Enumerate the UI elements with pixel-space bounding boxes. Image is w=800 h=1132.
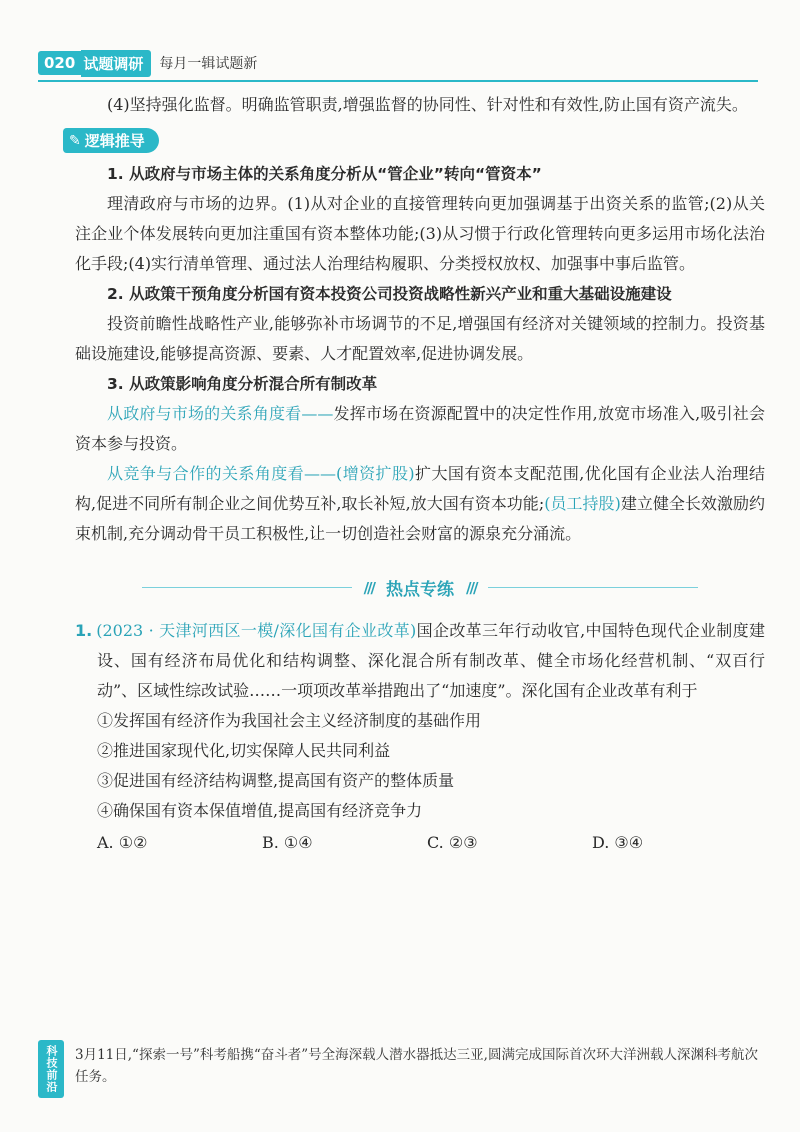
banner-line-right xyxy=(488,587,698,589)
section-3-para-1 xyxy=(75,399,765,459)
option-4: ④确保国有资本保值增值,提高国有经济竞争力 xyxy=(97,801,423,820)
section-title: 试题调研 xyxy=(81,50,151,77)
logic-badge xyxy=(63,128,159,153)
section-subtitle: 每月一辑试题新 xyxy=(159,56,258,72)
question-text: 国企改革三年行动收官,中国特色现代企业制度建设、国有经济布局优化和结构调整、深化混合所有制改革、健全市场化经营机制、“双百行动”、区域性综改试验……一项项改革举措跑出了“加速度”。深化国有企业改革有利于 xyxy=(97,621,765,700)
practice-banner-label: 热点专练 xyxy=(386,580,454,600)
section-2-heading: 2. 从政策干预角度分析国有资本投资公司投资战略性新兴产业和重大基础设施建设 xyxy=(107,285,672,303)
slash-icon: /// xyxy=(363,578,374,597)
question-stem xyxy=(75,616,765,706)
para-2-tag: (员工持股) xyxy=(544,494,621,513)
choice-d: D. ③④ xyxy=(592,833,644,852)
page-number: 020 xyxy=(38,51,81,75)
banner-line-left xyxy=(142,587,352,589)
question-number: 1. xyxy=(75,621,93,640)
choice-a: A. ①② xyxy=(97,833,148,852)
section-1-heading: 1. 从政府与市场主体的关系角度分析从“管企业”转向“管资本” xyxy=(107,165,542,183)
section-3-heading: 3. 从政策影响角度分析混合所有制改革 xyxy=(107,375,378,393)
para-2-rest: 扩大国有资本支配范围,优化国有企业法人治理结构,促进不同所有制企业之间优势互补,取长补短,放大国有资本功能; xyxy=(75,464,765,513)
option-1: ①发挥国有经济作为我国社会主义经济制度的基础作用 xyxy=(97,711,482,730)
slash-icon: /// xyxy=(466,578,477,597)
question-1 xyxy=(75,616,765,858)
header-divider xyxy=(38,80,758,82)
para-1-rest: 发挥市场在资源配置中的决定性作用,放宽市场准入,吸引社会资本参与投资。 xyxy=(75,404,765,453)
page-header xyxy=(38,50,257,76)
footnote: 3月11日,“探索一号”科考船携“奋斗者”号全海深载人潜水器抵达三亚,圆满完成国际首次环大洋洲载人深渊科考航次任务。 xyxy=(75,1047,758,1085)
section-1-body: 理清政府与市场的边界。(1)从对企业的直接管理转向更加强调基于出资关系的监管;(2)从关注企业个体发展转向更加注重国有资本整体功能;(3)从习惯于行政化管理转向更多运用市场化法治化手段;(4)实行清单管理、通过法人治理结构履职、分类授权放权、加强事中事后监管。 xyxy=(75,194,765,273)
option-3: ③促进国有经济结构调整,提高国有资产的整体质量 xyxy=(97,771,455,790)
para-2-end: 建立健全长效激励约束机制,充分调动骨干员工积极性,让一切创造社会财富的源泉充分涌流。 xyxy=(75,494,765,543)
option-2: ②推进国家现代化,切实保障人民共同利益 xyxy=(97,741,391,760)
logic-badge-label: 逻辑推导 xyxy=(84,132,145,150)
sidebar-tab: 科技前沿 xyxy=(38,1040,64,1098)
section-2-body: 投资前瞻性战略性产业,能够弥补市场调节的不足,增强国有经济对关键领域的控制力。投资基础设施建设,能够提高资源、要素、人才配置效率,促进协调发展。 xyxy=(75,314,765,363)
pencil-icon: ✎ xyxy=(69,132,81,149)
choice-b: B. ①④ xyxy=(262,833,313,852)
intro-point: (4)坚持强化监督。明确监管职责,增强监督的协同性、针对性和有效性,防止国有资产流失。 xyxy=(107,95,748,114)
question-source: (2023 · 天津河西区一模/深化国有企业改革) xyxy=(96,621,417,640)
choice-c: C. ②③ xyxy=(427,833,478,852)
section-3-para-2 xyxy=(75,459,765,549)
page-content xyxy=(69,90,765,858)
practice-banner xyxy=(75,575,765,600)
para-2-lead: 从竞争与合作的关系角度看——(增资扩股) xyxy=(107,464,415,483)
answer-choices xyxy=(97,828,765,858)
para-1-lead: 从政府与市场的关系角度看—— xyxy=(107,404,334,423)
